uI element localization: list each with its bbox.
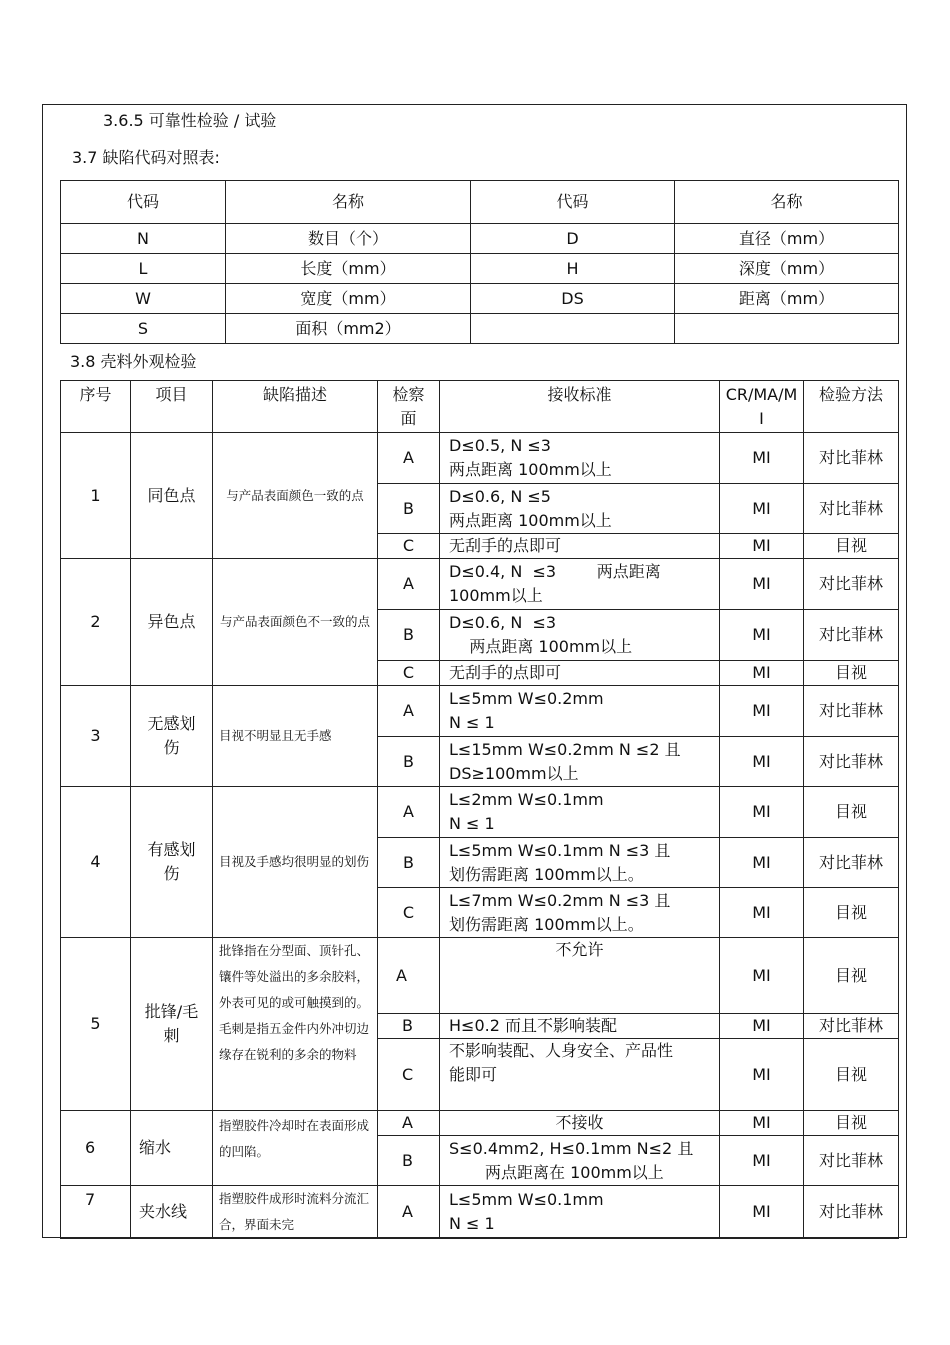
section-37-heading: 3.7 缺陷代码对照表: [72,148,220,167]
code-cell: L [61,254,226,284]
code-cell: N [61,224,226,254]
section-38-heading: 3.8 壳料外观检验 [70,352,197,371]
row-criteria [440,610,720,661]
row-face: C [378,888,440,938]
criteria-line: L≤7mm W≤0.2mm N ≤3 且 [449,890,671,910]
row-item: 夹水线 [131,1186,213,1239]
row-defect-desc: 批锋指在分型面、顶针孔、镶件等处溢出的多余胶料，外表可见的或可触摸到的。毛刺是指五金件内外冲切边缘存在锐利的多余的物料 [213,938,378,1111]
row-level: MI [720,661,804,686]
appearance-inspection-table [60,380,899,1239]
criteria-line: 能即可 [449,1065,498,1084]
row-no: 6 [61,1111,131,1186]
row-level: MI [720,1111,804,1136]
row-level: MI [720,787,804,838]
criteria-line: 划伤需距离 100mm以上。 [449,914,644,934]
row-face: B [378,1136,440,1186]
row-item: 批锋/毛刺 [131,938,213,1111]
row-no: 4 [61,787,131,938]
name-cell: 数目（个） [226,224,471,254]
code-header-1: 代码 [61,181,226,224]
row-criteria [440,1186,720,1239]
header-method: 检验方法 [804,381,899,433]
row-item: 无感划伤 [131,686,213,787]
row-method: 目视 [804,888,899,938]
row-criteria [440,888,720,938]
row-face: C [378,1039,440,1111]
criteria-line: N ≤ 1 [449,713,495,732]
row-face: A [378,938,440,1014]
criteria-line: L≤5mm W≤0.1mm [449,1190,604,1209]
criteria-line: 两点距离在 100mm以上 [485,1162,664,1182]
row-level: MI [720,1014,804,1039]
row-criteria [440,1136,720,1186]
row-level: MI [720,534,804,559]
row-level: MI [720,686,804,737]
row-method: 目视 [804,661,899,686]
row-method: 对比菲林 [804,559,899,610]
row-defect-desc: 指塑胶件成形时流料分流汇合，界面未完 [213,1186,378,1239]
criteria-line: L≤2mm W≤0.1mm [449,790,604,809]
criteria-line: D≤0.5, N ≤3 [449,436,551,455]
criteria-line: N ≤ 1 [449,1214,495,1233]
row-no: 3 [61,686,131,787]
row-level: MI [720,559,804,610]
code-cell: S [61,314,226,344]
row-item: 缩水 [131,1111,213,1186]
row-item: 有感划伤 [131,787,213,938]
code-cell: H [471,254,675,284]
code-cell [471,314,675,344]
criteria-line: S≤0.4mm2, H≤0.1mm N≤2 且 [449,1138,694,1158]
row-defect-desc: 与产品表面颜色不一致的点 [213,559,378,686]
row-face: A [378,1111,440,1136]
name-header-1: 名称 [226,181,471,224]
table-row [61,433,899,484]
row-method: 目视 [804,1111,899,1136]
table-row [61,686,899,737]
row-method: 对比菲林 [804,1186,899,1239]
criteria-line: 两点距离 100mm以上 [449,510,612,530]
criteria-line: DS≥100mm以上 [449,763,579,783]
row-item: 异色点 [131,559,213,686]
row-level: MI [720,433,804,484]
row-criteria: 不允许 [440,938,720,1014]
row-face: B [378,610,440,661]
row-method: 目视 [804,534,899,559]
row-face: A [378,559,440,610]
criteria-line: 划伤需距离 100mm以上。 [449,864,644,884]
row-criteria [440,737,720,787]
row-criteria [440,838,720,888]
criteria-line: 两点距离 100mm以上 [449,460,612,479]
row-criteria: 不接收 [440,1111,720,1136]
row-method: 目视 [804,787,899,838]
row-criteria [440,1039,720,1111]
criteria-line: D≤0.4, N ≤3 两点距离 [449,562,661,581]
code-cell: D [471,224,675,254]
table-row [61,787,899,838]
row-level: MI [720,1039,804,1111]
row-method: 对比菲林 [804,1136,899,1186]
code-cell: W [61,284,226,314]
row-defect-desc: 目视及手感均很明显的划伤 [213,787,378,938]
row-face: A [378,686,440,737]
criteria-line: L≤5mm W≤0.2mm [449,689,604,708]
row-criteria: 无刮手的点即可 [440,534,720,559]
criteria-line: L≤5mm W≤0.1mm N ≤3 且 [449,840,671,860]
row-face: C [378,661,440,686]
row-level: MI [720,838,804,888]
header-level [720,381,804,433]
criteria-line: N ≤ 1 [449,814,495,833]
row-criteria [440,484,720,534]
row-level: MI [720,888,804,938]
name-cell [675,314,899,344]
table-row [61,1111,899,1136]
row-criteria: 无刮手的点即可 [440,661,720,686]
row-method: 目视 [804,938,899,1014]
row-method: 对比菲林 [804,433,899,484]
header-item: 项目 [131,381,213,433]
row-criteria [440,787,720,838]
criteria-line: D≤0.6, N ≤3 [449,613,557,632]
criteria-line: 不影响装配、人身安全、产品性 [449,1041,674,1060]
row-level: MI [720,1186,804,1239]
row-method: 对比菲林 [804,1014,899,1039]
header-level-line2: I [759,409,764,428]
row-face: A [378,787,440,838]
criteria-line: 两点距离 100mm以上 [449,637,633,656]
row-defect-desc: 指塑胶件冷却时在表面形成的凹陷。 [213,1111,378,1186]
header-level-line1: CR/MA/M [725,385,798,404]
name-cell: 深度（mm） [675,254,899,284]
name-cell: 面积（mm2） [226,314,471,344]
row-face: A [378,1186,440,1239]
row-criteria [440,433,720,484]
row-method: 对比菲林 [804,686,899,737]
criteria-line: D≤0.6, N ≤5 [449,486,551,506]
row-no: 1 [61,433,131,559]
header-face-line1: 检察 [392,385,425,404]
table-row [61,559,899,610]
row-item: 同色点 [131,433,213,559]
row-face: B [378,484,440,534]
section-365-heading: 3.6.5 可靠性检验 / 试验 [103,111,277,130]
row-method: 目视 [804,1039,899,1111]
header-face [378,381,440,433]
row-method: 对比菲林 [804,484,899,534]
row-method: 对比菲林 [804,737,899,787]
row-defect-desc: 与产品表面颜色一致的点 [213,433,378,559]
header-defect: 缺陷描述 [213,381,378,433]
row-criteria [440,559,720,610]
defect-code-table [60,180,899,344]
row-face: B [378,737,440,787]
row-defect-desc: 目视不明显且无手感 [213,686,378,787]
code-header-2: 代码 [471,181,675,224]
name-cell: 宽度（mm） [226,284,471,314]
row-level: MI [720,938,804,1014]
row-no: 5 [61,938,131,1111]
row-no: 7 [61,1186,131,1239]
row-method: 对比菲林 [804,838,899,888]
row-level: MI [720,737,804,787]
code-cell: DS [471,284,675,314]
name-cell: 距离（mm） [675,284,899,314]
name-cell: 长度（mm） [226,254,471,284]
row-no: 2 [61,559,131,686]
criteria-line: L≤15mm W≤0.2mm N ≤2 且 [449,739,681,759]
row-level: MI [720,484,804,534]
header-no: 序号 [61,381,131,433]
name-cell: 直径（mm） [675,224,899,254]
row-face: A [378,433,440,484]
row-criteria [440,686,720,737]
row-level: MI [720,1136,804,1186]
row-face: B [378,838,440,888]
row-level: MI [720,610,804,661]
name-header-2: 名称 [675,181,899,224]
table-row [61,938,899,1014]
row-face: C [378,534,440,559]
row-face: B [378,1014,440,1039]
row-method: 对比菲林 [804,610,899,661]
criteria-line: 100mm以上 [449,586,543,605]
table-row [61,1186,899,1239]
row-criteria: H≤0.2 而且不影响装配 [440,1014,720,1039]
header-criteria: 接收标准 [440,381,720,433]
header-face-line2: 面 [400,409,417,428]
